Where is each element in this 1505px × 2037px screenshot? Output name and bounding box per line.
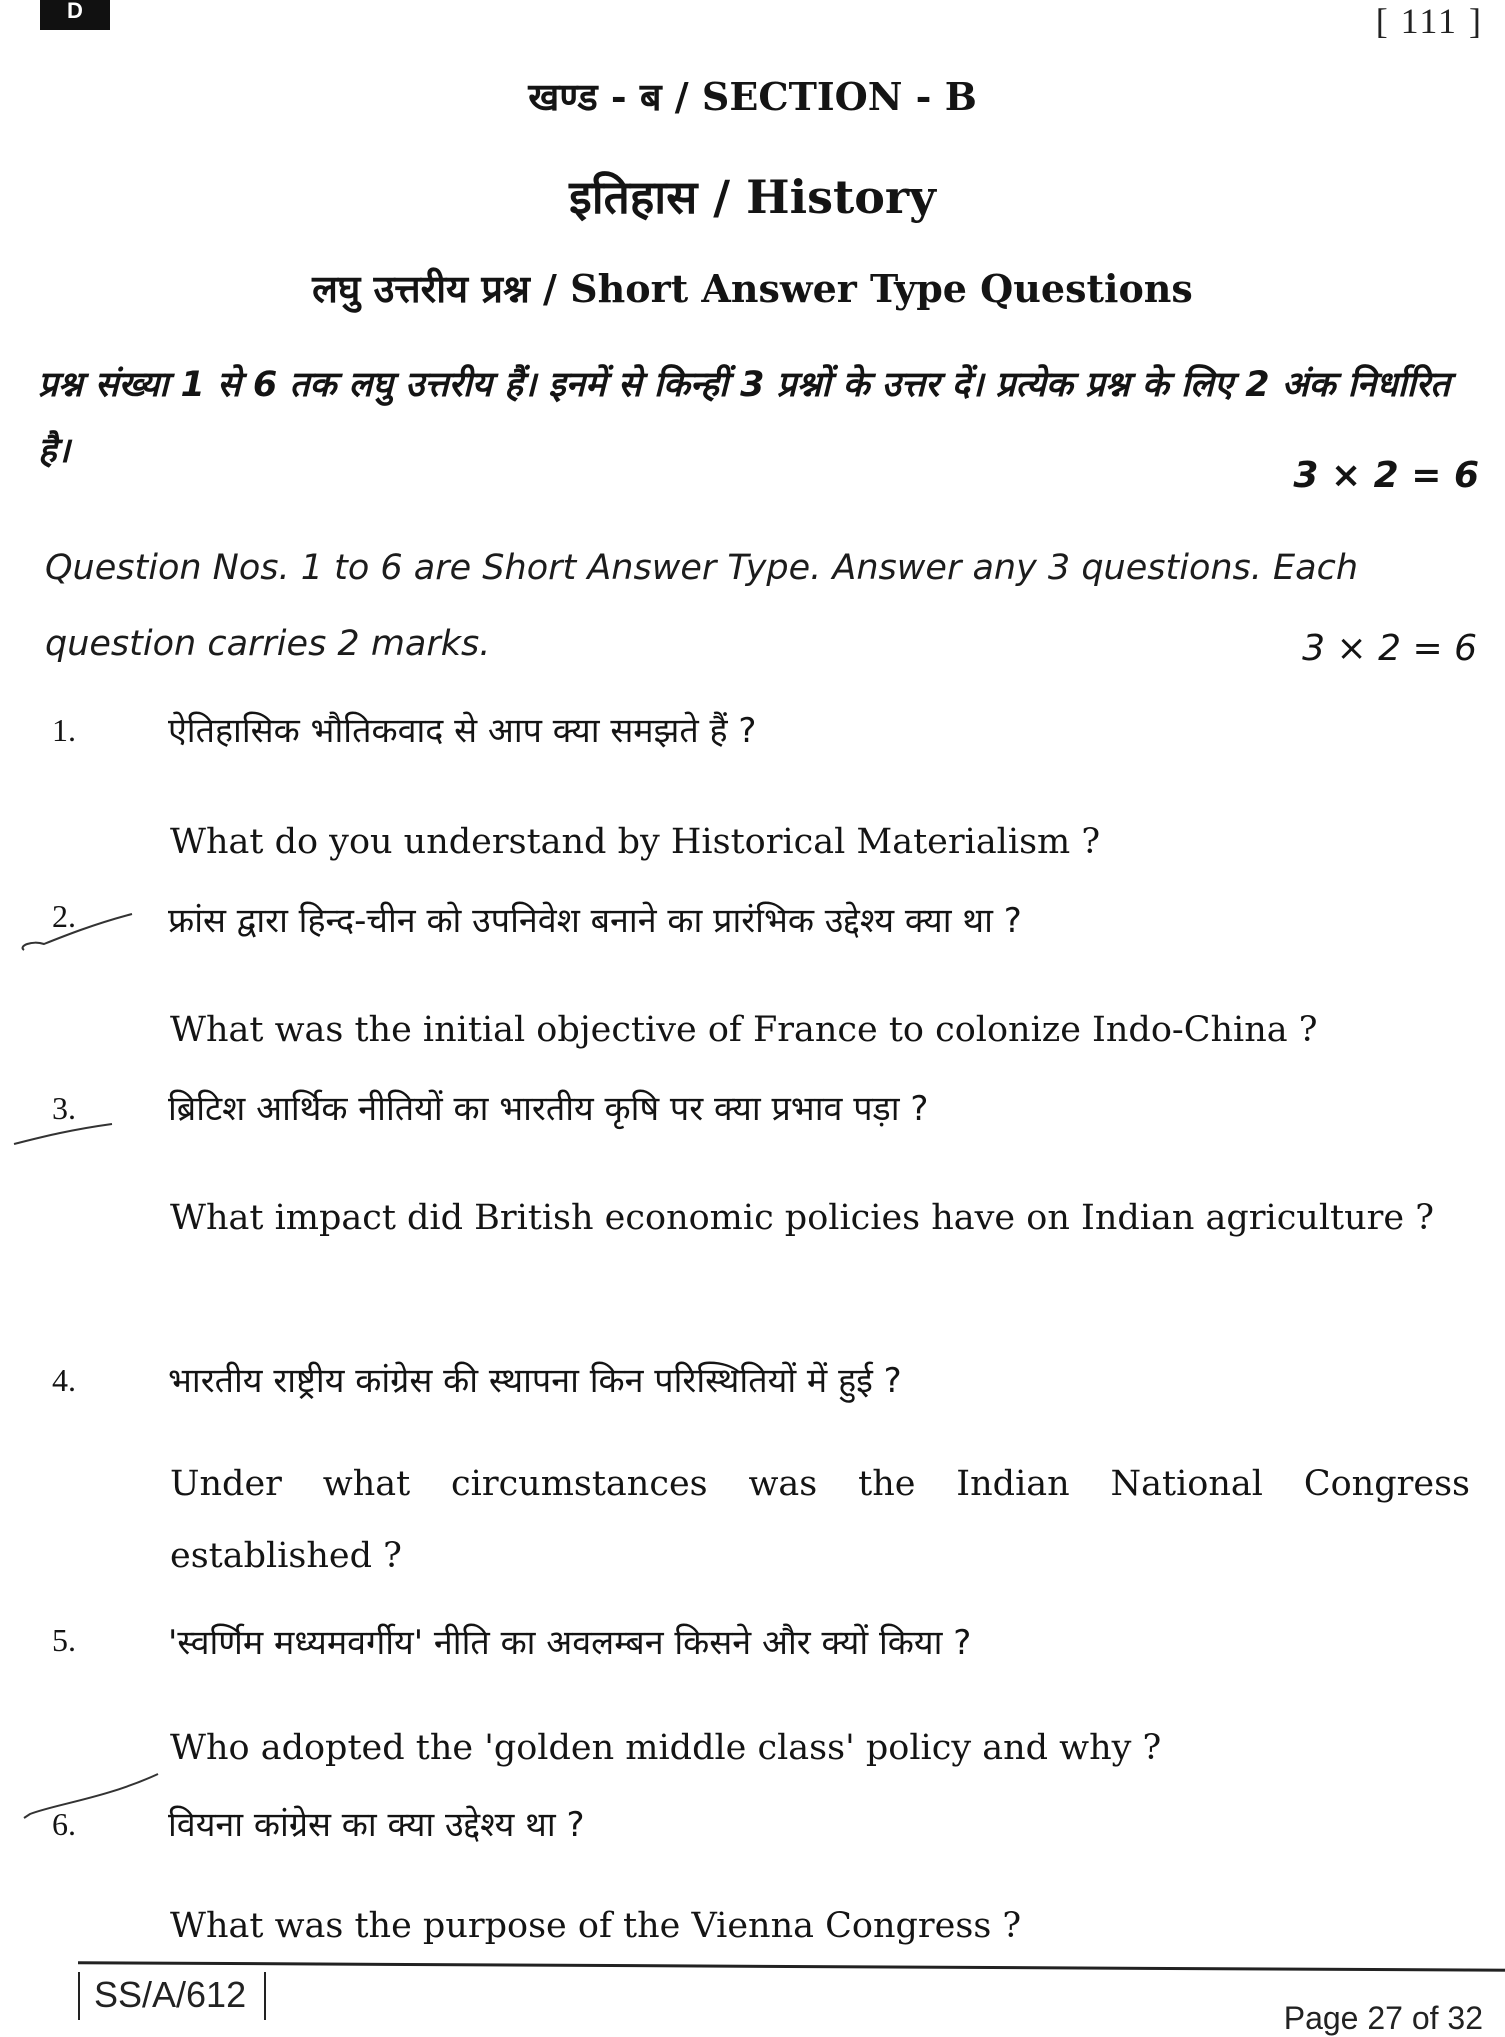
question-number: 6. (52, 1806, 76, 1842)
question-hindi: फ्रांस द्वारा हिन्द-चीन को उपनिवेश बनाने का प्रारंभिक उद्देश्य क्या था ? (168, 901, 1022, 941)
question-english: What do you understand by Historical Materialism ? (170, 822, 1101, 862)
question-number: 3. (52, 1090, 76, 1126)
question-english: Under what circumstances was the Indian National Congress established ? (170, 1464, 1470, 1576)
question-hindi: भारतीय राष्ट्रीय कांग्रेस की स्थापना किन परिस्थितियों में हुई ? (168, 1361, 902, 1401)
question-english: What was the initial objective of France to colonize Indo-China ? (170, 1010, 1318, 1050)
subject-title: इतिहास / History (569, 170, 936, 224)
question-hindi: 'स्वर्णिम मध्यमवर्गीय' नीति का अवलम्बन किसने और क्यों किया ? (168, 1623, 972, 1663)
question-english: Who adopted the 'golden middle class' policy and why ? (170, 1728, 1162, 1768)
question-hindi: वियना कांग्रेस का क्या उद्देश्य था ? (168, 1805, 585, 1845)
instructions-hindi: प्रश्न संख्या 1 से 6 तक लघु उत्तरीय हैं। इनमें से किन्हीं 3 प्रश्नों के उत्तर दें। प्रत्येक प्रश्न के लिए 2 अंक निर्धारित है। (38, 365, 1450, 471)
paper-code: SS/A/612 (78, 1972, 266, 2020)
page-code: [ 111 ] (1375, 1, 1483, 41)
section-title: खण्ड - ब / SECTION - B (528, 74, 977, 119)
footer-divider (78, 1961, 1505, 1972)
page-number: Page 27 of 32 (1283, 2000, 1483, 2036)
corner-tab-label: D (40, 0, 110, 30)
handwritten-tick-icon (14, 900, 144, 960)
question-english: What impact did British economic policies have on Indian agriculture ? (170, 1198, 1434, 1238)
question-number: 4. (52, 1362, 76, 1398)
question-type-title: लघु उत्तरीय प्रश्न / Short Answer Type Questions (312, 266, 1193, 311)
question-english: What was the purpose of the Vienna Congress ? (170, 1906, 1022, 1946)
question-number: 2. (52, 898, 76, 934)
question-number: 5. (52, 1622, 76, 1658)
marks-english: 3 × 2 = 6 (1302, 628, 1477, 669)
marks-hindi: 3 × 2 = 6 (1293, 455, 1479, 496)
question-number: 1. (52, 712, 76, 748)
instructions-english: Question Nos. 1 to 6 are Short Answer Type. Answer any 3 questions. Each question carries 2 marks. (45, 548, 1359, 664)
question-hindi: ऐतिहासिक भौतिकवाद से आप क्या समझते हैं ? (168, 711, 757, 751)
question-hindi: ब्रिटिश आर्थिक नीतियों का भारतीय कृषि पर क्या प्रभाव पड़ा ? (168, 1089, 929, 1129)
handwritten-tick-icon (16, 1768, 166, 1828)
